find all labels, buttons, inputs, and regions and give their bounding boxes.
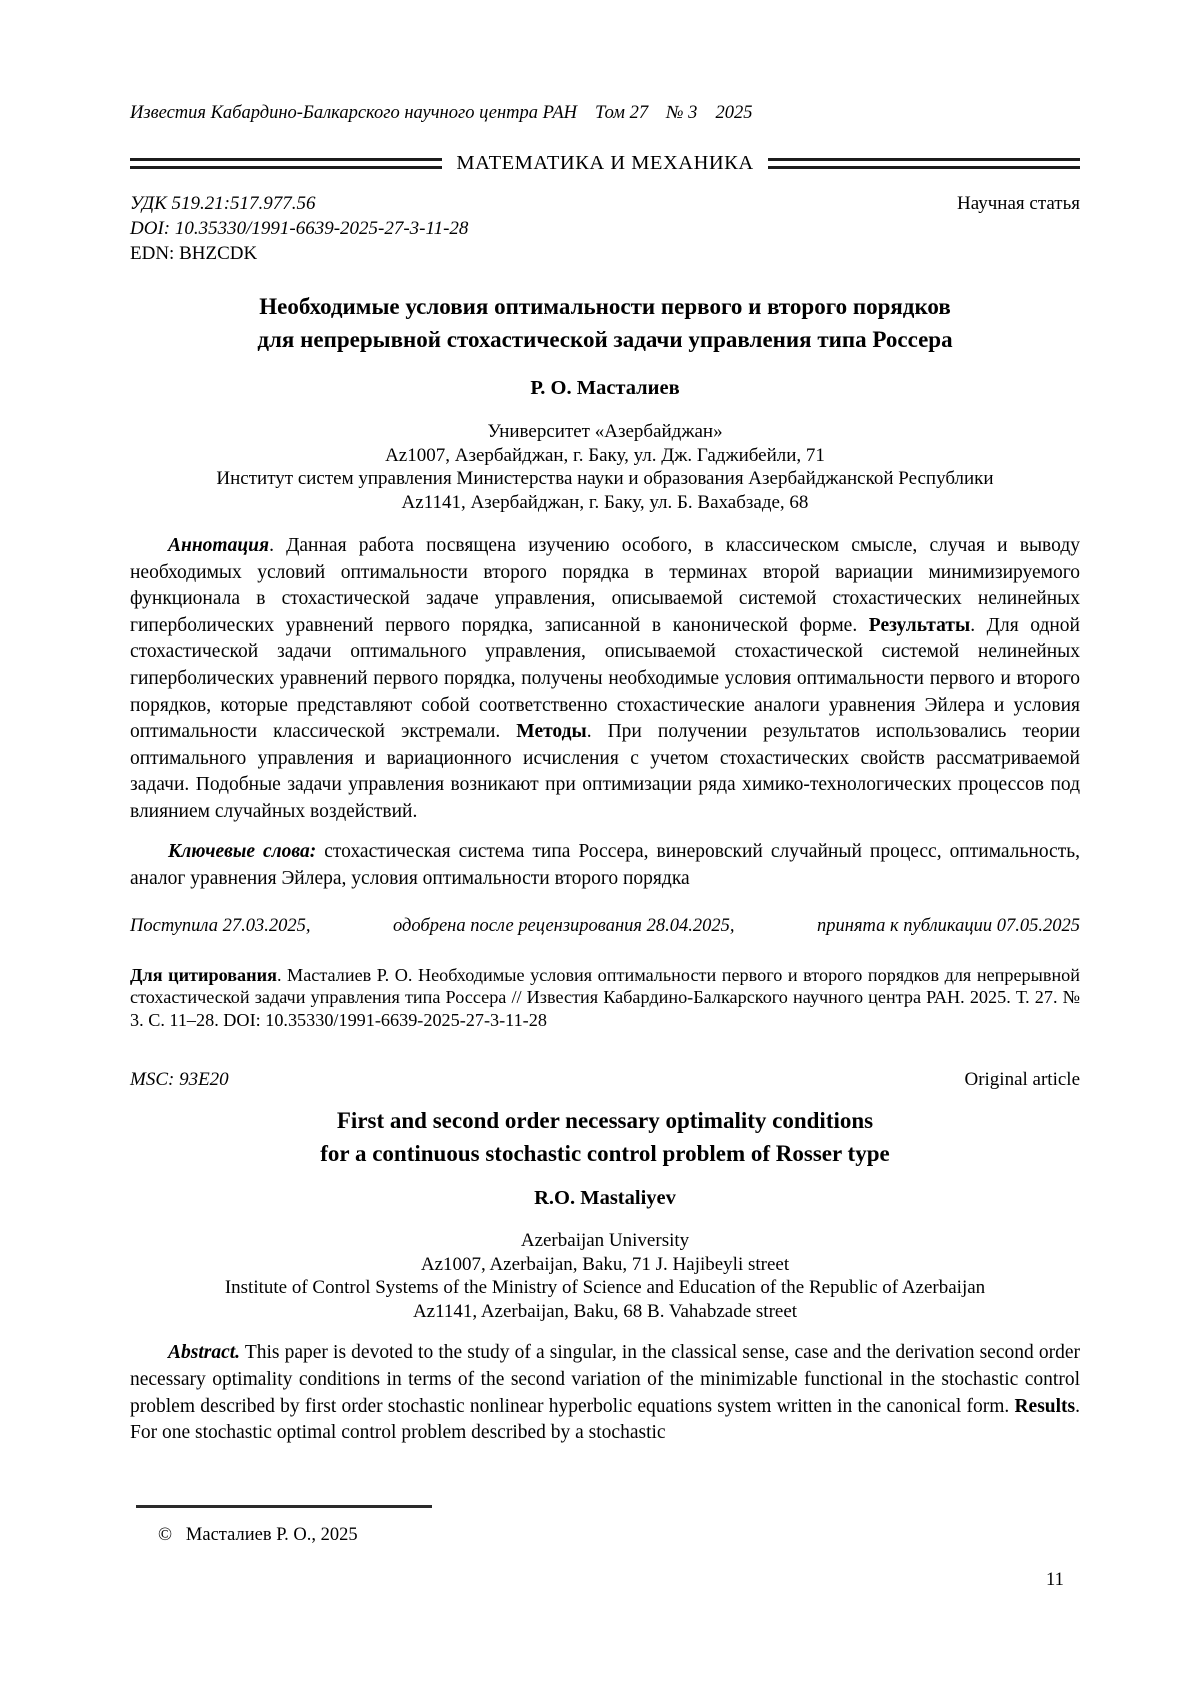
affiliation-en-line4: Az1141, Azerbaijan, Baku, 68 B. Vahabzade street — [412, 1300, 798, 1322]
footnote-rule — [136, 1505, 432, 1508]
affiliation-en-line2: Az1007, Azerbaijan, Baku, 71 J. Hajibeyli street — [420, 1253, 790, 1275]
journal-header — [130, 102, 1080, 124]
abstract-en-label: Abstract. — [168, 1342, 241, 1364]
banner-rule-left — [130, 158, 442, 169]
affiliation-ru-line3: Институт систем управления Министерства науки и образования Азербайджанской Республики — [216, 468, 994, 489]
affiliation-en-line3: Institute of Control Systems of the Ministry of Science and Education of the Republic of Azerbaijan — [224, 1277, 986, 1299]
abstract-en-text1: This paper is devoted to the study of a singular, in the classical sense, case and the derivation second order necessary optimality conditions in terms of the second variation of the minimizable functional in the stochastic control problem described by first order stochastic nonlinear hyperbolic equations system written in the canonical form. — [130, 1342, 1080, 1417]
doi-line: DOI: 10.35330/1991-6639-2025-27-3-11-28 — [130, 218, 469, 239]
journal-year: 2025 — [715, 103, 753, 123]
citation-text: . Масталиев Р. О. Необходимые условия оптимальности первого и второго порядков для непрерывной стохастической задачи управления типа Россера // Известия Кабардино-Балкарского научного центра РАН. 2025. Т. 27. № 3. С. 11–28. DOI: 10.35330/1991-6639-2025-27-3-11-28 — [130, 964, 1080, 1030]
article-type-ru: Научная статья — [957, 193, 1080, 214]
banner-rule-right — [768, 158, 1080, 169]
affiliation-ru-line2: Az1007, Азербайджан, г. Баку, ул. Дж. Гаджибейли, 71 — [385, 444, 825, 466]
date-approved: одобрена после рецензирования 28.04.2025, — [393, 915, 735, 936]
affiliation-russian — [130, 420, 1080, 514]
title-english — [130, 1104, 1080, 1170]
abstract-ru-methods-label: Методы — [516, 721, 587, 743]
affiliation-ru-line4: Az1141, Азербайджан, г. Баку, ул. Б. Вахабзаде, 68 — [401, 491, 809, 513]
copyright-line: © Масталиев Р. О., 2025 — [158, 1525, 358, 1545]
abstract-russian — [130, 533, 1080, 826]
udc-code: УДК 519.21:517.977.56 — [130, 193, 316, 214]
abstract-english — [130, 1340, 1080, 1446]
affiliation-english — [130, 1229, 1080, 1323]
keywords-ru-label: Ключевые слова: — [168, 840, 317, 862]
abstract-ru-results-label: Результаты — [868, 614, 971, 636]
author-russian: Р. О. Масталиев — [530, 377, 680, 399]
abstract-ru-text2: . Для одной стохастической задачи оптимального управления, описываемой стохастической системой нелинейных гиперболических уравнений первого порядка, получены необходимые условия оптимальности первого и второго порядков, которые представляют собой соответственно стохастические аналоги уравнения Эйлера и условия оптимальности классической экстремали. — [130, 614, 1080, 743]
journal-volume: Том 27 — [595, 103, 649, 123]
journal-issue: № 3 — [666, 103, 698, 123]
keywords-russian — [130, 838, 1080, 892]
article-type-en: Original article — [964, 1069, 1080, 1091]
udc-row — [130, 191, 1080, 216]
abstract-en-text2: . For one stochastic optimal control problem described by a stochastic — [130, 1395, 1080, 1444]
citation-label: Для цитирования — [130, 964, 277, 985]
date-accepted: принята к публикации 07.05.2025 — [817, 915, 1080, 936]
title-english-line2: for a continuous stochastic control problem of Rosser type — [320, 1141, 890, 1167]
abstract-ru-text3: . При получении результатов использовались теории оптимального управления и вариационного исчисления с учетом стохастических свойств рассматриваемой задачи. Подобные задачи управления возникают при оптимизации ряда химико-технологических процессов под влиянием случайных воздействий. — [130, 721, 1081, 822]
author-english: R.O. Mastaliyev — [534, 1187, 676, 1210]
abstract-en-results-label: Results — [1014, 1395, 1076, 1417]
page-number: 11 — [1046, 1570, 1064, 1590]
section-title: МАТЕМАТИКА И МЕХАНИКА — [456, 152, 754, 174]
title-russian — [130, 290, 1080, 356]
citation-russian — [130, 964, 1080, 1032]
title-russian-line2: для непрерывной стохастической задачи управления типа Россера — [257, 327, 953, 352]
title-english-line1: First and second order necessary optimality conditions — [336, 1108, 874, 1134]
abstract-ru-text1: . Данная работа посвящена изучению особого, в классическом смысле, случая и выводу необходимых условий оптимальности второго порядка в терминах второй вариации минимизируемого функционала в стохастической задаче управления, описываемой системой стохастических нелинейных гиперболических уравнений первого порядка, записанной в канонической форме. — [130, 535, 1080, 636]
edn-line: EDN: BHZCDK — [130, 243, 258, 264]
article-dates — [130, 914, 1080, 938]
abstract-ru-label: Аннотация — [168, 535, 270, 556]
msc-row — [130, 1067, 1080, 1092]
date-received: Поступила 27.03.2025, — [130, 915, 311, 936]
title-russian-line1: Необходимые условия оптимальности первого и второго порядков — [259, 294, 951, 319]
journal-title: Известия Кабардино-Балкарского научного центра РАН — [130, 103, 577, 123]
keywords-ru-text: стохастическая система типа Россера, винеровский случайный процесс, оптимальность, аналог уравнения Эйлера, условия оптимальности второго порядка — [130, 840, 1080, 889]
affiliation-ru-line1: Университет «Азербайджан» — [487, 421, 723, 442]
footnote-block — [130, 1505, 960, 1546]
msc-code: MSC: 93E20 — [130, 1069, 229, 1091]
section-banner — [130, 149, 1080, 177]
affiliation-en-line1: Azerbaijan University — [520, 1230, 690, 1252]
